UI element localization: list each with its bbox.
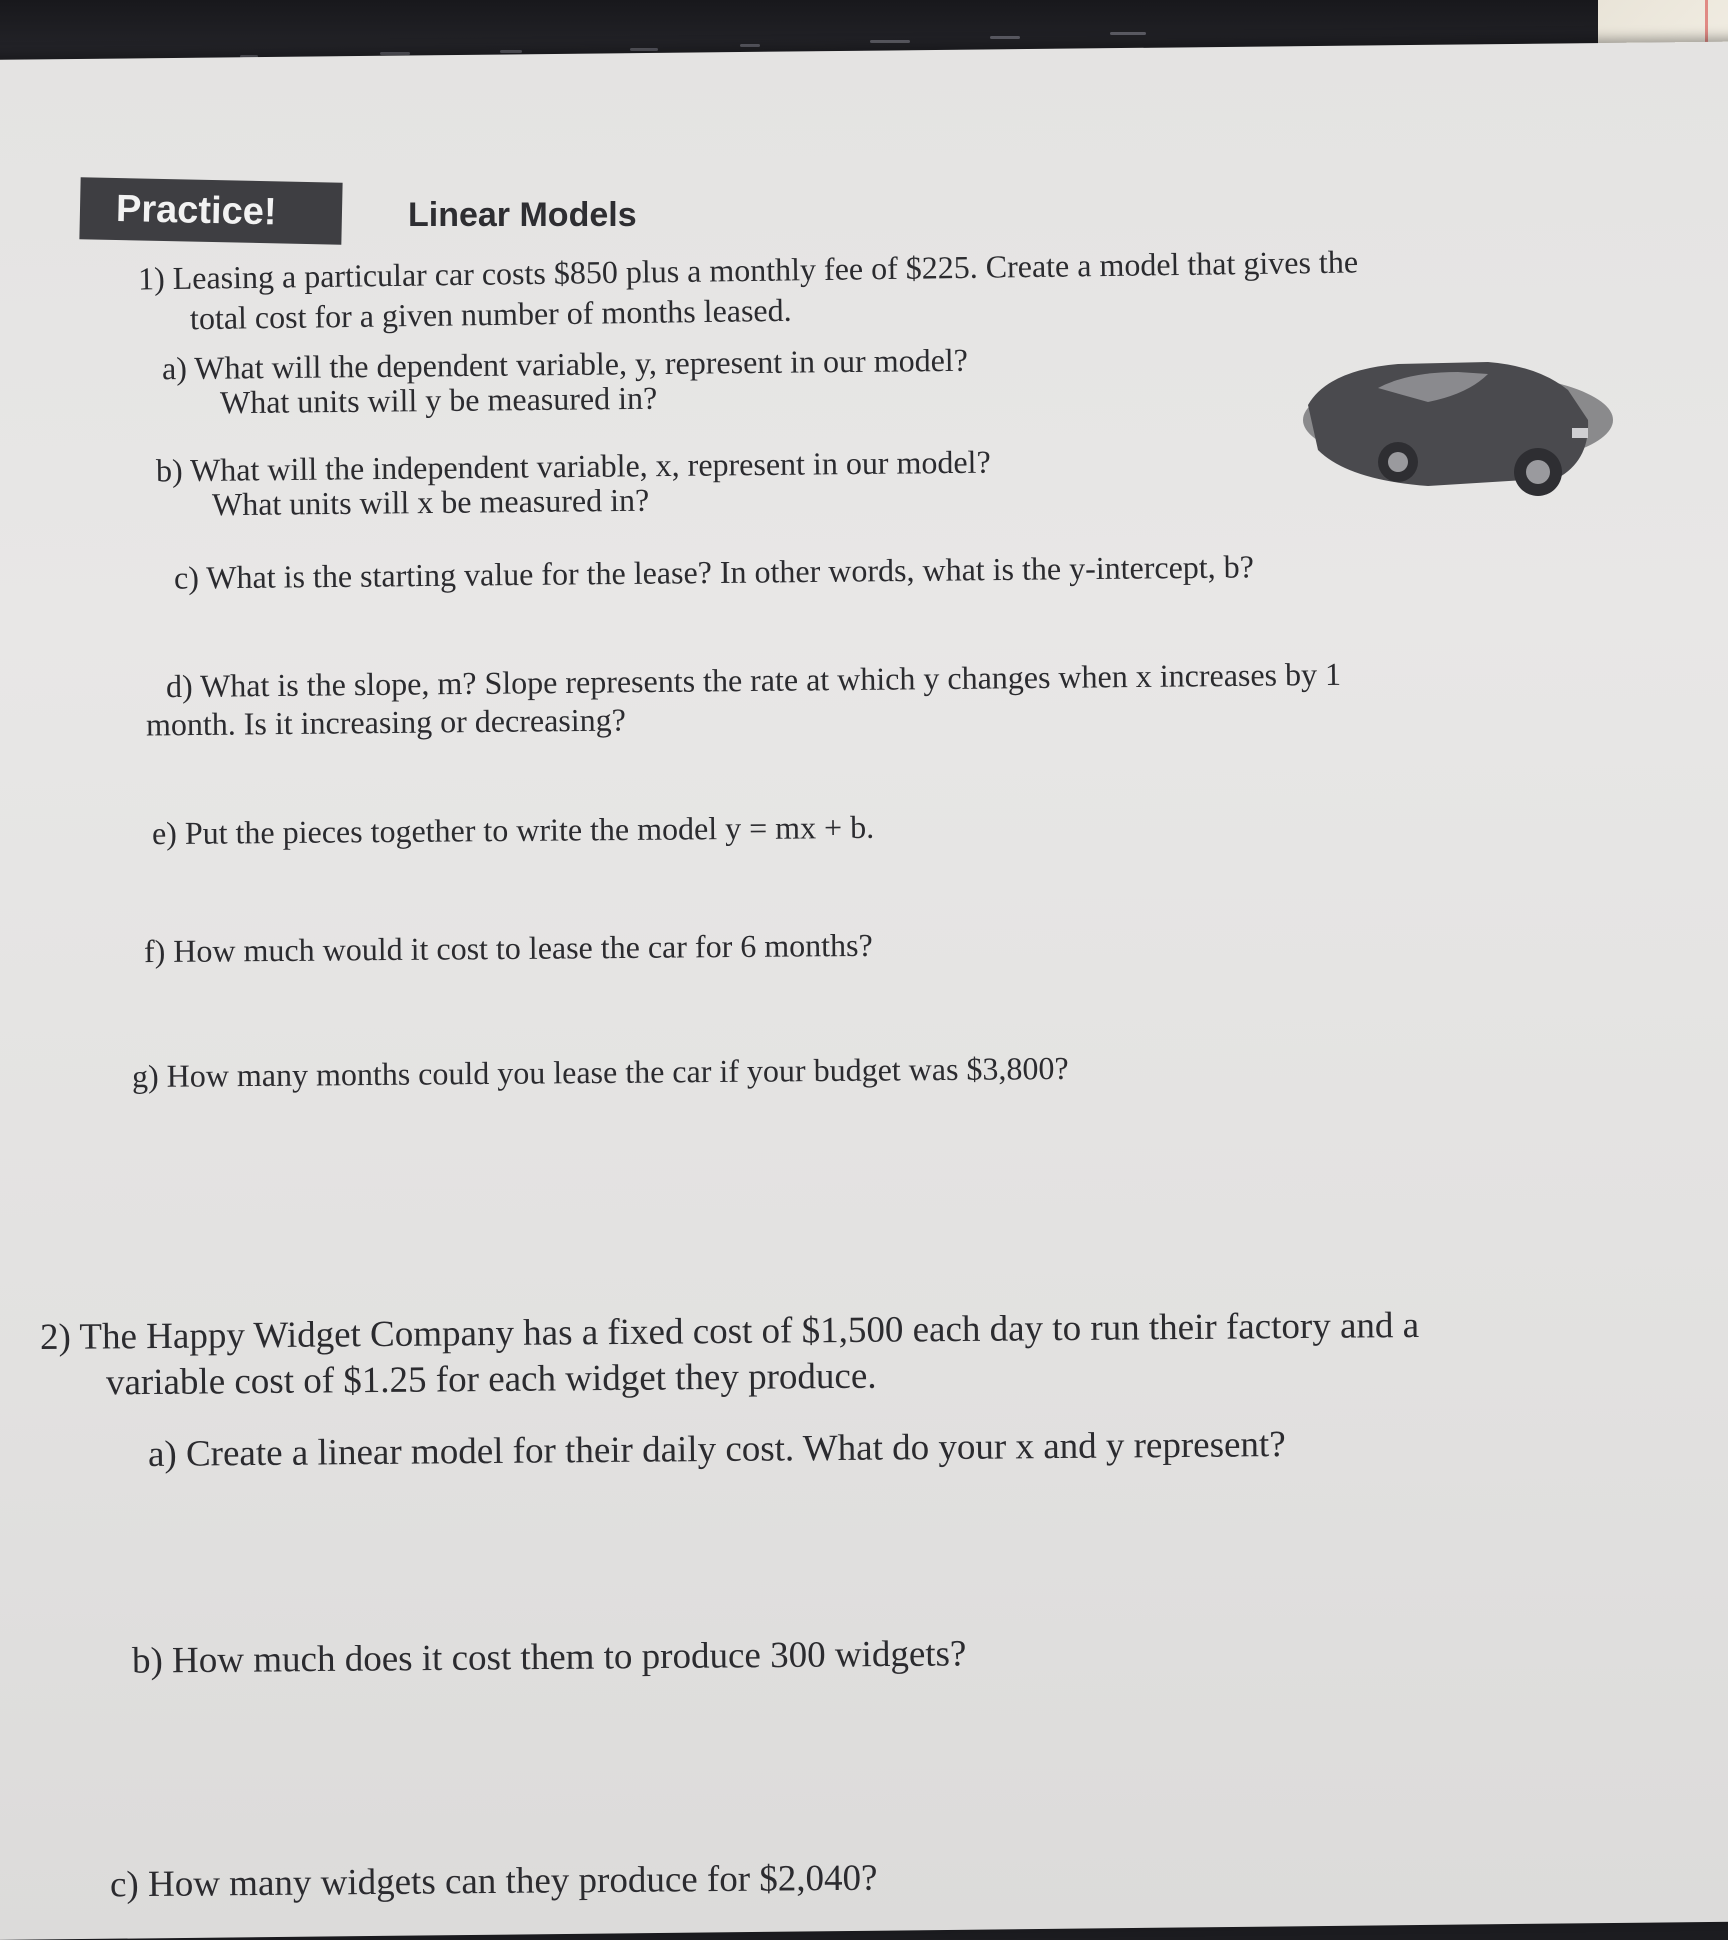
- question-2b: b) How much does it cost them to produce 300 widgets?: [131, 1633, 967, 1682]
- question-1a-line-1: a) What will the dependent variable, y, represent in our model?: [161, 341, 969, 387]
- practice-badge: Practice!: [79, 177, 342, 244]
- problem-1-stem-line-1: 1) Leasing a particular car costs $850 plus a monthly fee of $225. Create a model that gives the: [137, 243, 1359, 297]
- problem-2-stem-line-1: 2) The Happy Widget Company has a fixed cost of $1,500 each day to run their factory and a: [39, 1304, 1420, 1359]
- question-1b-line-2: What units will x be measured in?: [211, 481, 650, 523]
- question-2a: a) Create a linear model for their daily cost. What do your x and y represent?: [147, 1424, 1286, 1475]
- problem-2-stem-line-2: variable cost of $1.25 for each widget they produce.: [105, 1355, 877, 1404]
- question-1f: f) How much would it cost to lease the car for 6 months?: [143, 926, 873, 970]
- question-1b-line-1: b) What will the independent variable, x, represent in our model?: [155, 443, 991, 489]
- car-icon: [1288, 350, 1628, 520]
- question-1d-line-1: d) What is the slope, m? Slope represents the rate at which y changes when x increases by 1: [165, 655, 1342, 705]
- question-2c: c) How many widgets can they produce for $2,040?: [109, 1857, 878, 1906]
- question-1c: c) What is the starting value for the lease? In other words, what is the y-intercept, b?: [173, 548, 1255, 596]
- problem-1-stem-line-2: total cost for a given number of months leased.: [189, 291, 792, 337]
- question-1g: g) How many months could you lease the car if your budget was $3,800?: [131, 1049, 1069, 1095]
- worksheet-title: Linear Models: [408, 196, 637, 234]
- question-1a-line-2: What units will y be measured in?: [219, 379, 658, 421]
- question-1e: e) Put the pieces together to write the model y = mx + b.: [151, 808, 875, 852]
- question-1d-line-2: month. Is it increasing or decreasing?: [145, 701, 627, 743]
